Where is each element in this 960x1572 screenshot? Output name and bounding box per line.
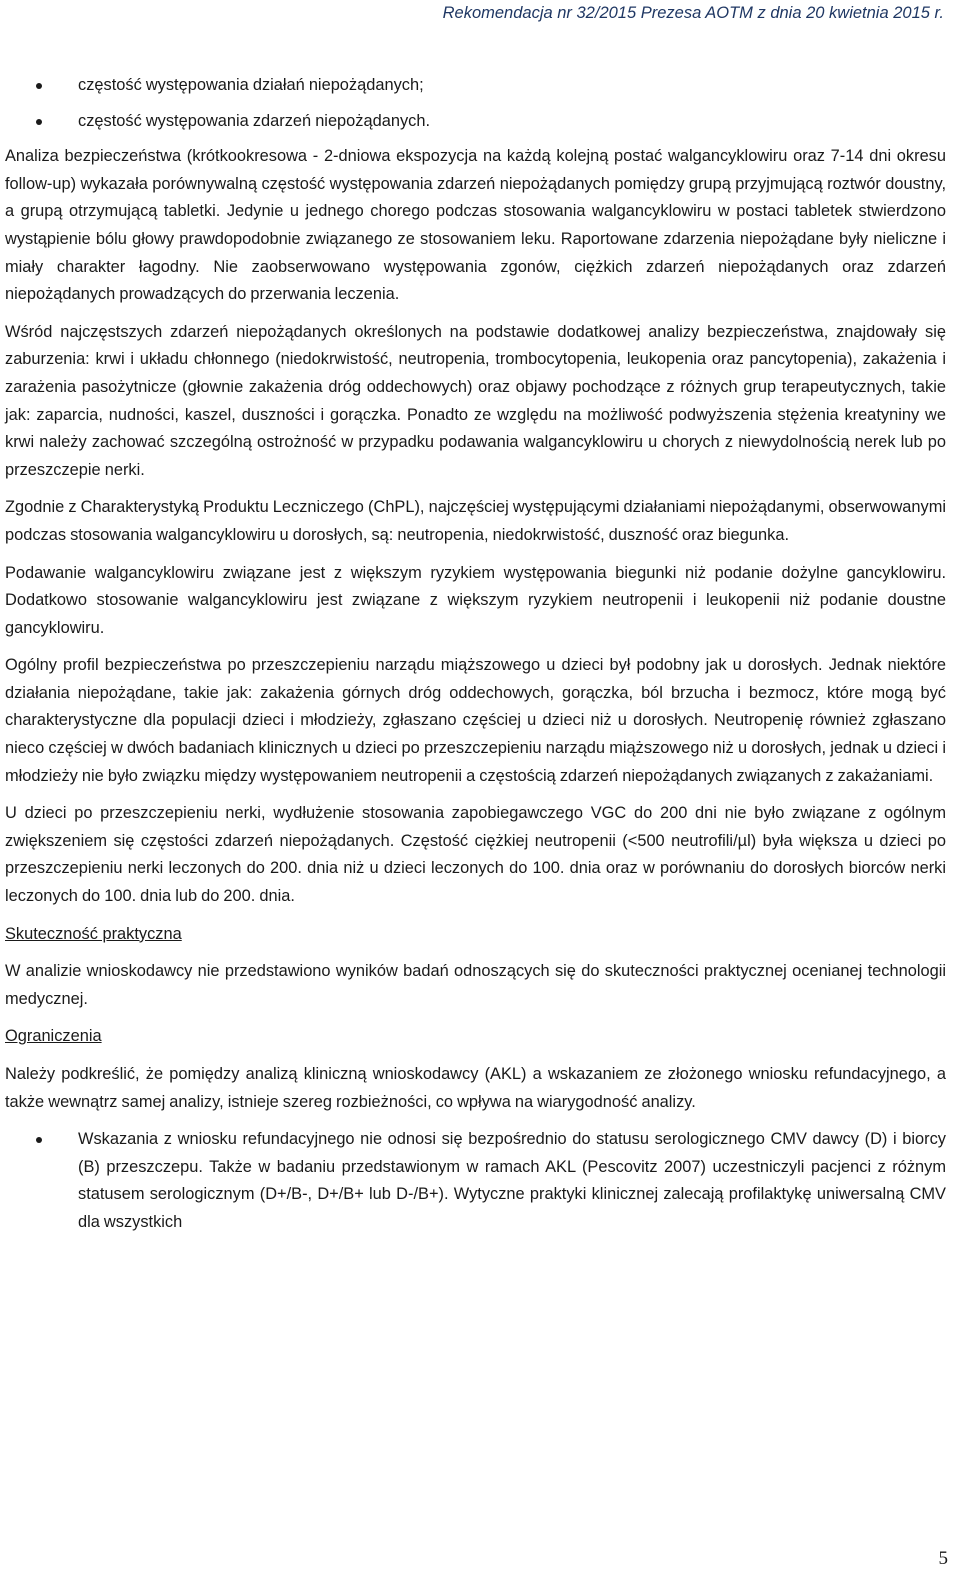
list-item: częstość występowania działań niepożądanych; <box>5 72 946 100</box>
paragraph-kidney-transplant-children: U dzieci po przeszczepieniu nerki, wydłużenie stosowania zapobiegawczego VGC do 200 dni nie było związane z ogólnym zwiększeniem się częstości zdarzeń niepożądanych. Częstość ciężkiej neutropenii (<500 neutrofili/µl) była większa u dzieci po przeszczepieniu nerki leczonych do 200. dnia niż u dzieci leczonych do 100. dnia oraz w porównaniu do dorosłych biorców nerki leczonych do 100. dnia lub do 200. dnia. <box>5 804 946 906</box>
bullet-icon <box>36 119 42 125</box>
paragraph-diarrhea-risk: Podawanie walgancyklowiru związane jest z większym ryzykiem występowania biegunki niż podanie dożylne gancyklowiru. Dodatkowo stosowanie walgancyklowiru jest związane z większym ryzykiem neutropenii i leukopenii niż podanie doustne gancyklowiru. <box>5 563 946 637</box>
paragraph-pediatric-profile: Ogólny profil bezpieczeństwa po przeszczepieniu narządu miąższowego u dzieci był podobny jak u dorosłych. Jednak niektóre działania niepożądane, takie jak: zakażenia górnych dróg oddechowych, gorączka, ból brzucha i bezmocz, które mogą być charakterystyczne dla populacji dzieci i młodzieży, zgłaszano częściej u dzieci niż u dorosłych. Neutropenię również zgłaszano nieco częściej w dwóch badaniach klinicznych u dzieci po przeszczepieniu narządu miąższowego niż u dorosłych, jednak u dzieci i młodzieży nie było związku między występowaniem neutropenii a częstością zdarzeń niepożądanych związanych z zakażaniami. <box>5 656 946 785</box>
document-header: Rekomendacja nr 32/2015 Prezesa AOTM z dnia 20 kwietnia 2015 r. <box>442 4 944 22</box>
page-number: 5 <box>938 1548 948 1569</box>
bullet-icon <box>36 1137 42 1143</box>
paragraph-chpl: Zgodnie z Charakterystyką Produktu Leczniczego (ChPL), najczęściej występującymi działaniami niepożądanymi, obserwowanymi podczas stosowania walgancyklowiru u dorosłych, są: neutropenia, niedokrwistość, duszność oraz biegunka. <box>5 498 946 544</box>
heading-limitations: Ograniczenia <box>5 1027 102 1046</box>
heading-practical-effectiveness: Skuteczność praktyczna <box>5 924 182 943</box>
document-body <box>5 72 946 1237</box>
paragraph-common-adverse-events: Wśród najczęstszych zdarzeń niepożądanych określonych na podstawie dodatkowej analizy bezpieczeństwa, znajdowały się zaburzenia: krwi i układu chłonnego (niedokrwistość, neutropenia, trombocytopenia, leukopenia oraz pancytopenia), zakażenia i zarażenia pasożytnicze (głownie zakażenia dróg oddechowych) oraz objawy pochodzące z różnych grup terapeutycznych, takie jak: zaparcia, nudności, kaszel, duszności i gorączka. Ponadto ze względu na możliwość podwyższenia stężenia kreatyniny we krwi należy zachować szczególną ostrożność w przypadku podawania walgancyklowiru u chorych z niewydolnością nerek lub po przeszczepie nerki. <box>5 322 946 479</box>
top-bullet-list <box>5 72 946 135</box>
paragraph-limitations: Należy podkreślić, że pomiędzy analizą kliniczną wnioskodawcy (AKL) a wskazaniem ze złożonego wniosku refundacyjnego, a także wewnątrz samej analizy, istnieje szereg rozbieżności, co wpływa na wiarygodność analizy. <box>5 1065 946 1111</box>
paragraph-safety-analysis: Analiza bezpieczeństwa (krótkookresowa - 2-dniowa ekspozycja na każdą kolejną postać walgancyklowiru oraz 7-14 dni okresu follow-up) wykazała porównywalną częstość występowania zdarzeń niepożądanych pomiędzy grupą przyjmującą roztwór doustny, a grupą otrzymującą tabletki. Jedynie u jednego chorego podczas stosowania walgancyklowiru w postaci tabletek stwierdzono wystąpienie bólu głowy prawdopodobnie związanego ze stosowaniem leku. Raportowane zdarzenia niepożądane były nieliczne i miały charakter łagodny. Nie zaobserwowano występowania zgonów, ciężkich zdarzeń niepożądanych oraz zdarzeń niepożądanych prowadzących do przerwania leczenia. <box>5 147 946 304</box>
paragraph-practical-effectiveness: W analizie wnioskodawcy nie przedstawiono wyników badań odnoszących się do skuteczności praktycznej ocenianej technologii medycznej. <box>5 962 946 1008</box>
bullet-icon <box>36 83 42 89</box>
list-item: Wskazania z wniosku refundacyjnego nie odnosi się bezpośrednio do statusu serologicznego CMV dawcy (D) i biorcy (B) przeszczepu. Także w badaniu przedstawionym w ramach AKL (Pescovitz 2007) uczestniczyli pacjenci z różnym statusem serologicznym (D+/B-, D+/B+ lub D-/B+). Wytyczne praktyki klinicznej zalecają profilaktykę uniwersalną CMV dla wszystkich <box>5 1126 946 1236</box>
list-item: częstość występowania zdarzeń niepożądanych. <box>5 108 946 136</box>
limitations-bullet-list <box>5 1126 946 1236</box>
